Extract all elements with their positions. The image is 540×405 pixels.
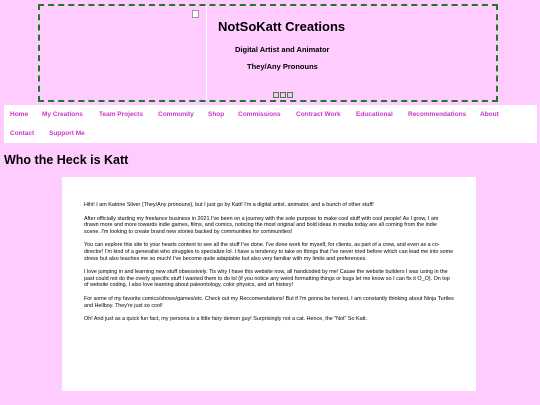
social-link-icon[interactable] (273, 92, 279, 98)
nav-link-contact[interactable]: Contact (10, 130, 35, 137)
nav-link-home[interactable]: Home (10, 111, 29, 118)
page-heading: Who the Heck is Katt (4, 153, 129, 167)
social-link-icon[interactable] (280, 92, 286, 98)
nav-link-educational[interactable]: Educational (356, 111, 393, 118)
about-content-card (62, 177, 476, 391)
nav-link-shop[interactable]: Shop (208, 111, 225, 118)
nav-link-my-creations[interactable]: My Creations (42, 111, 83, 118)
about-paragraph: After officially starting my freelance business in 2021 I've been on a journey with the sole purpose to make cool stuff with cool people! As I grow, I am drawn more and more towards indie games, films, and comics, noticing the most original and bold ideas in media today are all coming from the indie scene. I'm looking to create brand new stories backed by communities for communities! (84, 215, 439, 235)
nav-link-contract-work[interactable]: Contract Work (296, 111, 341, 118)
about-paragraph: You can explore this site to your hearts content to see all the stuff I've done. I've done work for myself, for clients, as part of a crew, and even as a co-director! I'm kind of a generalist who struggles to specialize lol. I have a tendency to take on things that I've never tried before which can lead me into some stress but also teaches me so much! I've become quite adaptable but also very familiar with my limits and preferences. (84, 242, 454, 262)
social-link-icon[interactable] (287, 92, 293, 98)
banner-divider (206, 6, 207, 100)
nav-link-team-projects[interactable]: Team Projects (99, 111, 143, 118)
pronouns-label: They/Any Pronouns (247, 62, 318, 71)
main-nav (4, 105, 537, 143)
nav-link-about[interactable]: About (480, 111, 499, 118)
social-links (273, 92, 293, 98)
header-banner (38, 4, 498, 102)
about-paragraph: Oh! And just as a quick fun fact, my persona is a little fairy demon guy! Surprisingly not a cat. Hence, the "Not" So Katt. (84, 316, 368, 323)
about-paragraph: I love jumping in and learning new stuff obsessively. Tis why I have this website now, all handcoded by me! Cause the website builders I was using in the past could not do the overly specific stuff I wanted them to do lol (if you notice any weird formatting things or bugs let me know so I can fix it O_O). On top of website coding, I also love learning about paleontology, color physics, and art history! (84, 269, 450, 289)
site-tagline: Digital Artist and Animator (235, 45, 330, 54)
nav-link-commissions[interactable]: Commissions (238, 111, 281, 118)
site-title: NotSoKatt Creations (218, 19, 346, 34)
nav-link-support-me[interactable]: Support Me (49, 130, 85, 137)
broken-image-icon (192, 10, 199, 18)
about-paragraph: For some of my favorite comics/shows/games/etc. Check out my Reccomendations! But if I'm gonna be honest, I am constantly thinking about Ninja Turtles and Hellboy. They're just so cool! (84, 295, 454, 309)
about-paragraph: Hihi! I am Katrine Silver (They/Any pronouns), but I just go by Katt! I'm a digital artist, animator, and a bunch of other stuff! (84, 202, 374, 208)
nav-link-recommendations[interactable]: Recommendations (408, 111, 467, 118)
nav-link-community[interactable]: Community (158, 111, 194, 118)
